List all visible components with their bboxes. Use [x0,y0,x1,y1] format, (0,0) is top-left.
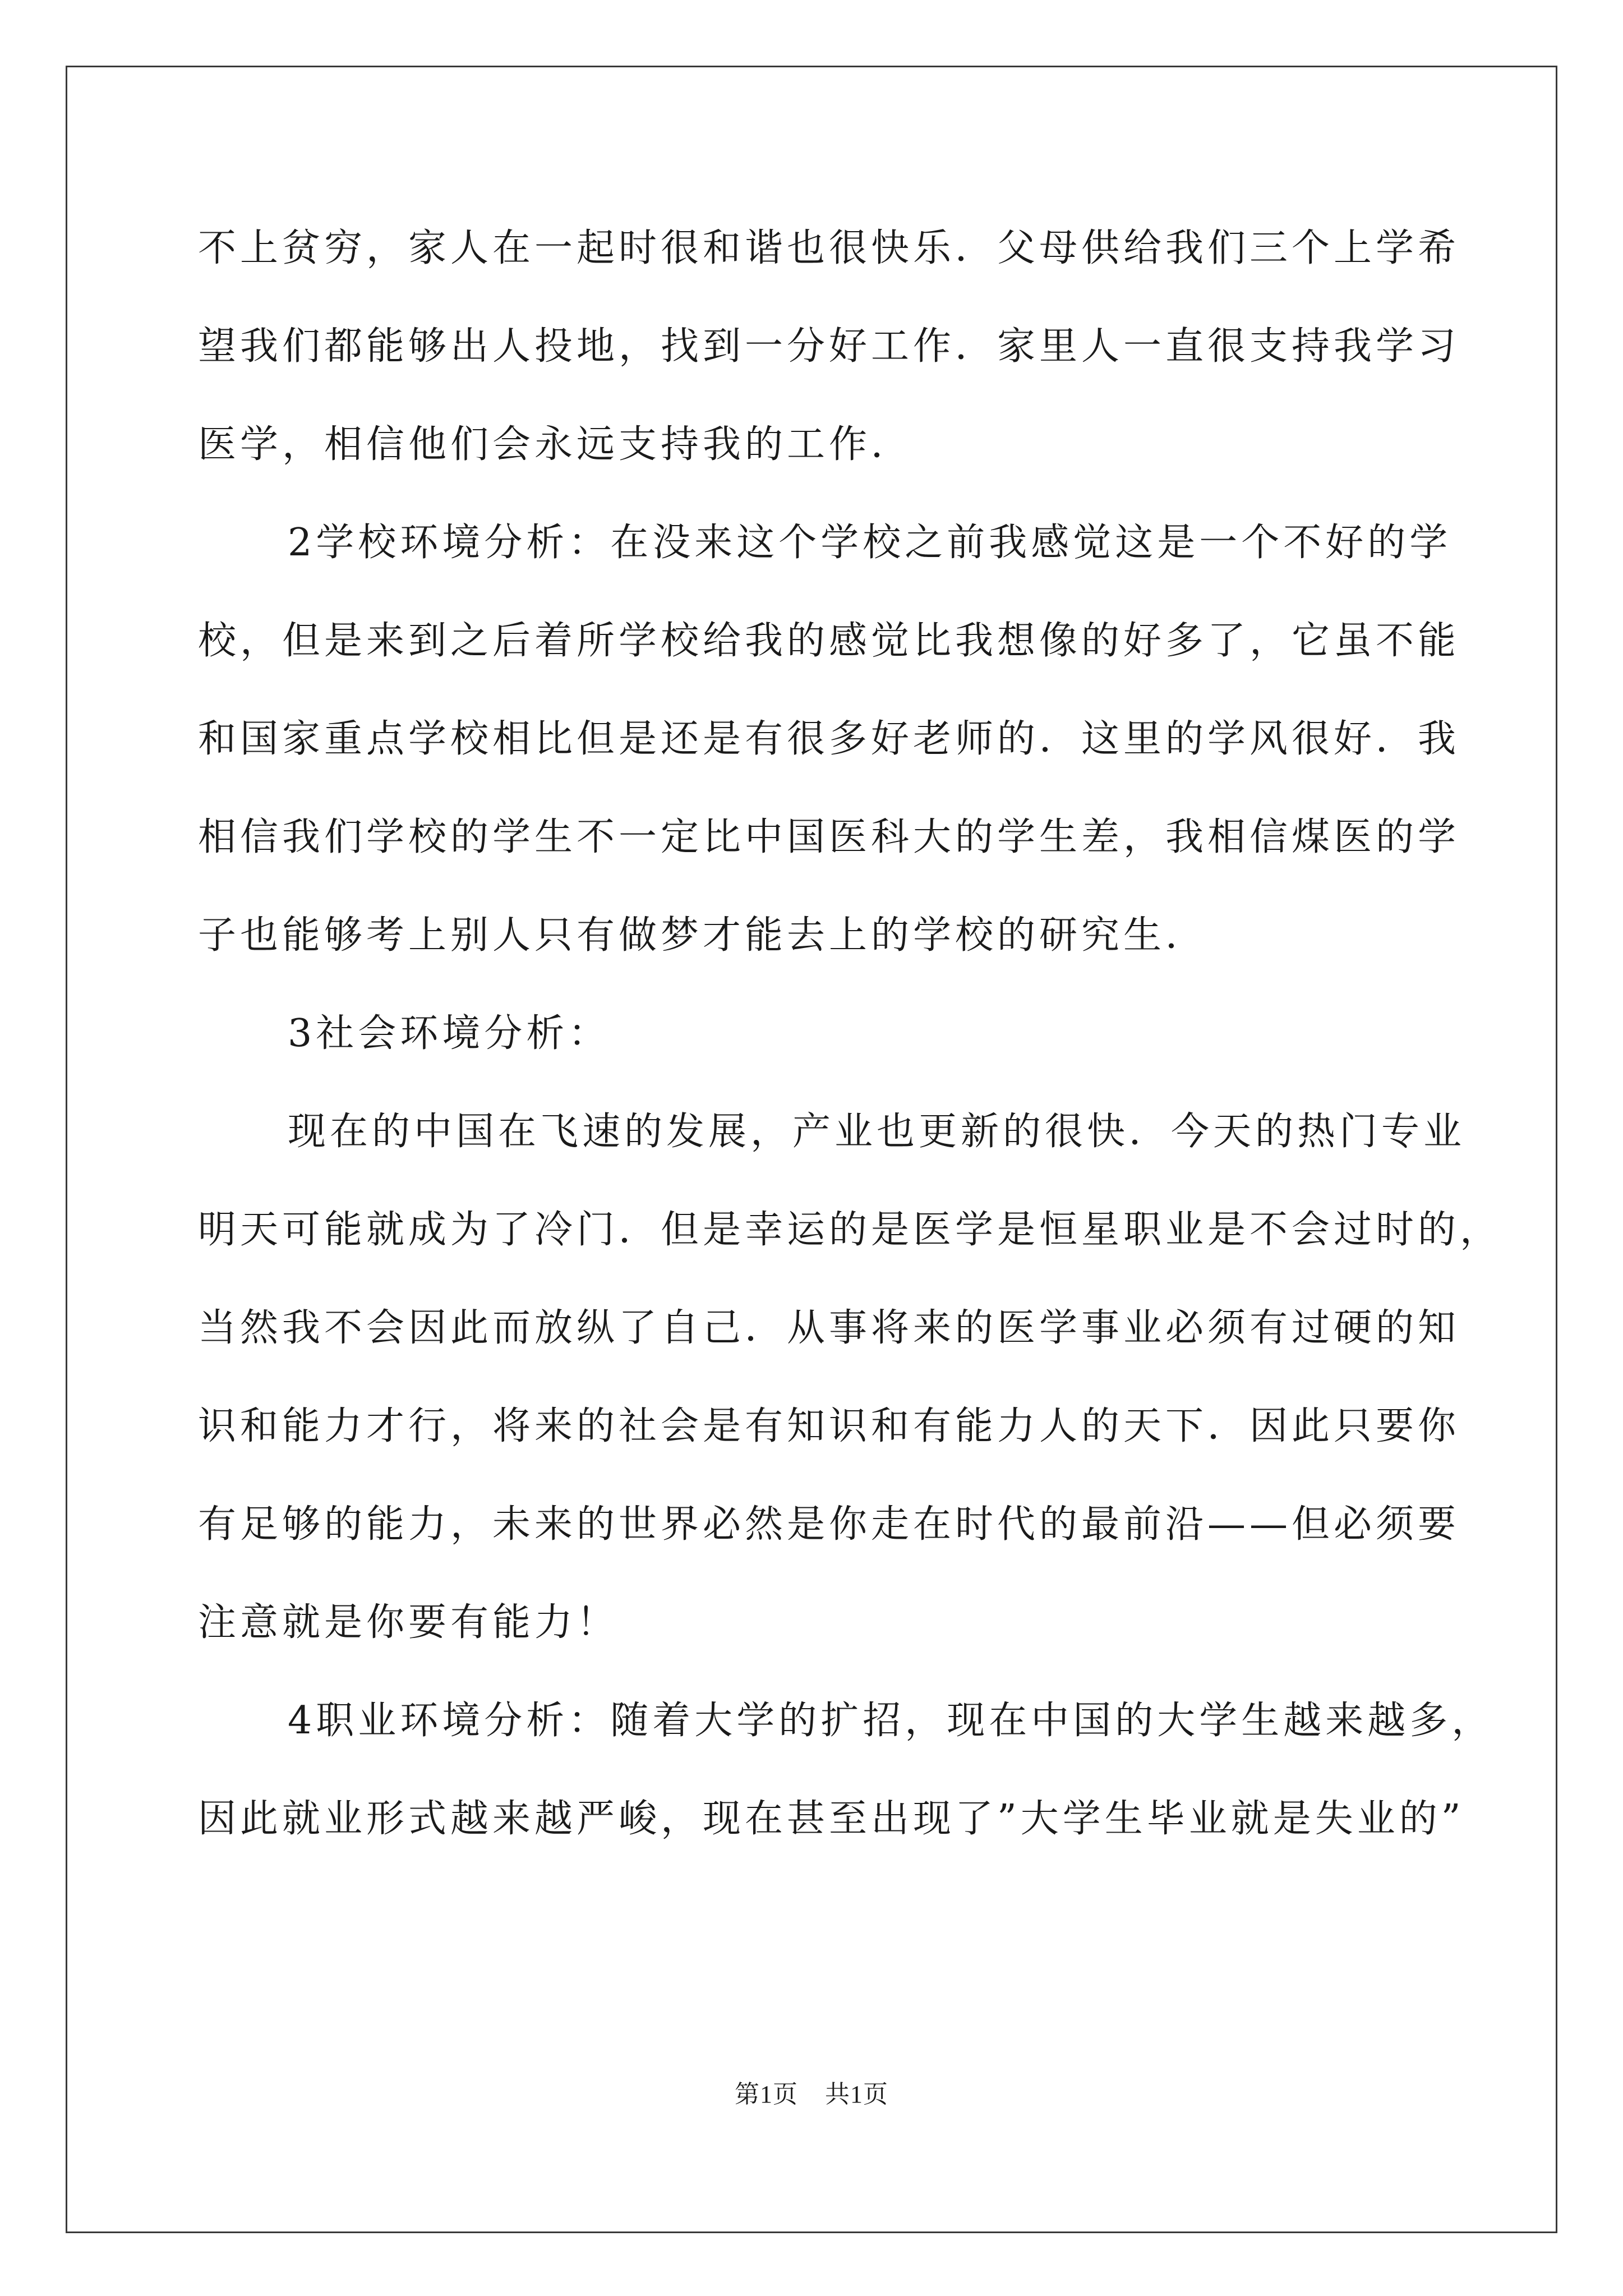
text-line: 注意就是你要有能力！ [198,1600,619,1645]
text-line: 不上贫穷，家人在一起时很和谐也很快乐．父母供给我们三个上学希 [198,226,1460,270]
text-line: 明天可能就成为了冷门．但是幸运的是医学是恒星职业是不会过时的， [198,1208,1502,1252]
document-body [198,199,1502,1868]
page-total: 共1页 [825,2081,888,2108]
page-footer [0,2074,1623,2110]
text-line: 和国家重点学校相比但是还是有很多好老师的．这里的学风很好．我 [198,717,1460,761]
text-line: 相信我们学校的学生不一定比中国医科大的学生差，我相信煤医的学 [198,815,1460,859]
text-line: 子也能够考上别人只有做梦才能去上的学校的研究生． [198,913,1208,958]
text-line: 医学，相信他们会永远支持我的工作． [198,422,914,467]
section-heading-career-environment: 4职业环境分析：随着大学的扩招，现在中国的大学生越来越多， [288,1699,1494,1743]
section-heading-social-environment: 3社会环境分析： [288,1011,611,1056]
text-line: 因此就业形式越来越严峻，现在甚至出现了”大学生毕业就是失业的” [198,1797,1465,1841]
text-line: 校，但是来到之后着所学校给我的感觉比我想像的好多了，它虽不能 [198,619,1460,663]
text-line: 有足够的能力，未来的世界必然是你走在时代的最前沿——但必须要 [198,1502,1460,1547]
page-number: 第1页 [735,2081,798,2108]
text-line: 望我们都能够出人投地，找到一分好工作．家里人一直很支持我学习 [198,324,1460,369]
text-line: 现在的中国在飞速的发展，产业也更新的很快．今天的热门专业 [288,1110,1466,1154]
text-line: 识和能力才行，将来的社会是有知识和有能力人的天下．因此只要你 [198,1404,1460,1448]
text-line: 当然我不会因此而放纵了自己．从事将来的医学事业必须有过硬的知 [198,1306,1460,1350]
section-heading-school-environment: 2学校环境分析：在没来这个学校之前我感觉这是一个不好的学 [288,521,1452,565]
